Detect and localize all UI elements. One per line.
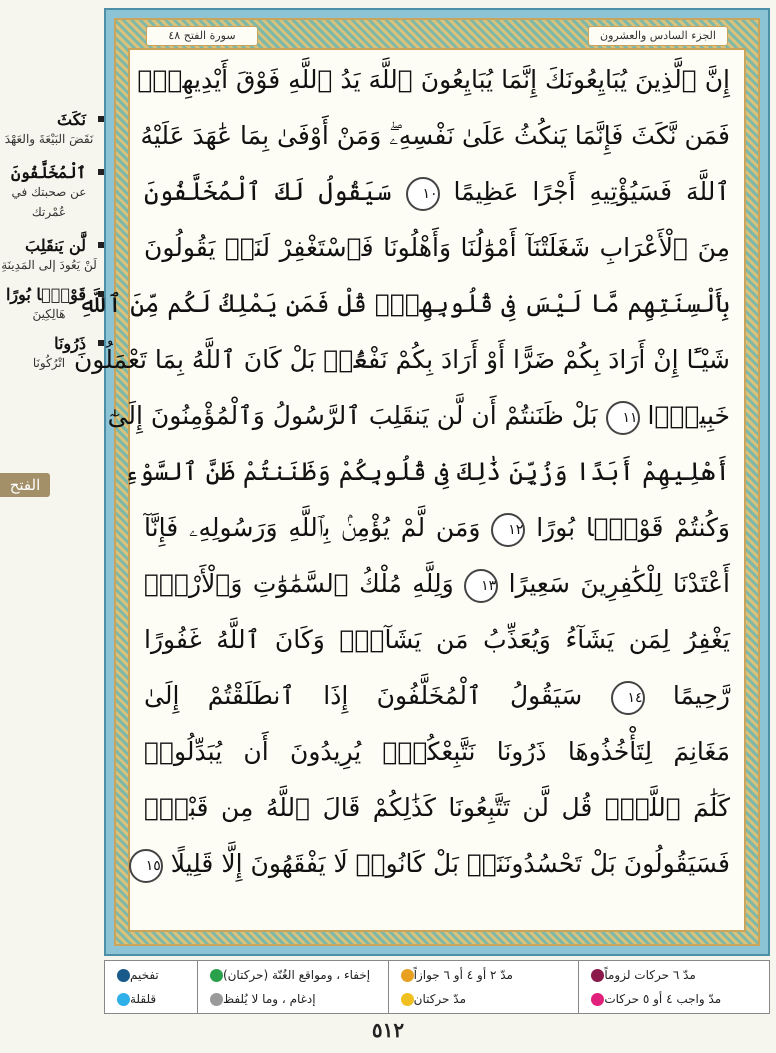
- ayah-line: خَبِيرًۢا ١١ بَلْ ظَنَنتُمْ أَن لَّن يَنقَلِبَ ٱلرَّسُولُ وَٱلْمُؤْمِنُونَ إِلَىٰٓ: [144, 390, 730, 442]
- legend-column: [388, 961, 579, 1013]
- legend-column: [197, 961, 388, 1013]
- gloss-meaning: لَنْ يَعُودَ إلى المَدِينَةِ: [1, 258, 97, 272]
- legend-row: [204, 963, 382, 987]
- color-dot-icon: [117, 993, 130, 1006]
- legend-label: مدّ ٦ حركات لزوماً: [604, 968, 696, 982]
- ayah-line: مِنَ ٱلْأَعْرَابِ شَغَلَتْنَآ أَمْوَٰلُنَا وَأَهْلُونَا فَٱسْتَغْفِرْ لَنَاۚ يَقُولُونَ: [144, 233, 730, 262]
- ayah-line: رَّحِيمًا ١٤ سَيَقُولُ ٱلْمُخَلَّفُونَ إِذَا ٱنطَلَقْتُمْ إِلَىٰ: [144, 670, 730, 722]
- color-dot-icon: [210, 993, 223, 1006]
- gloss-item: [0, 236, 104, 275]
- gloss-word: ذَرُونَا: [54, 334, 86, 353]
- ornamental-border: [73, 18, 760, 946]
- ayah-number-marker: ١١: [606, 401, 640, 435]
- ayah-line: مَغَانِمَ لِتَأْخُذُوهَا ذَرُونَا نَتَّبِعْكُمْۖ يُرِيدُونَ أَن يُبَدِّلُوا۟: [144, 737, 730, 766]
- ayah-number-marker: ١٢: [491, 513, 525, 547]
- gloss-meaning: هَالِكِينَ: [32, 307, 66, 321]
- legend-row: [395, 963, 573, 987]
- ayah-line: فَمَن نَّكَثَ فَإِنَّمَا يَنكُثُ عَلَىٰ نَفْسِهِۦۖ وَمَنْ أَوْفَىٰ بِمَا عَٰهَدَ عَلَيْهُ: [140, 121, 730, 150]
- legend-label: إخفاء ، ومواقع الغُنّة (حركتان): [222, 968, 371, 982]
- ayah-line: وَكُنتُمْ قَوْمًۢا بُورًا ١٢ وَمَن لَّمْ يُؤْمِنۢ بِٱللَّهِ وَرَسُولِهِۦ فَإِنَّآ: [144, 502, 730, 554]
- legend-row: [204, 987, 382, 1011]
- juz-header: الجزء السادس والعشرون: [588, 26, 728, 46]
- page-frame: [73, 8, 770, 956]
- legend-label: مدّ ٢ أو ٤ أو ٦ جوازاً: [413, 968, 513, 982]
- color-dot-icon: [401, 993, 414, 1006]
- page-number: ٥١٢: [371, 1018, 405, 1042]
- ayah-number-marker: ١٠: [406, 177, 440, 211]
- gloss-word: ٱلْمُخَلَّفُونَ: [11, 163, 86, 182]
- ayah-number-marker: ١٤: [611, 681, 645, 715]
- ayah-number-marker: ١٥: [129, 849, 163, 883]
- ayah-line: يَغْفِرُ لِمَن يَشَآءُ وَيُعَذِّبُ مَن يَشَآءُۚ وَكَانَ ٱللَّهُ غَفُورًا: [144, 625, 730, 654]
- ayah-line: كَلَٰمَ ٱللَّهِۚ قُل لَّن تَتَّبِعُونَا كَذَٰلِكُمْ قَالَ ٱللَّهُ مِن قَبْلُۖ: [144, 793, 730, 822]
- legend-label: تفخيم: [129, 968, 159, 982]
- gloss-word: نَكَثَ: [57, 110, 86, 129]
- ayah-number-marker: ١٣: [464, 569, 498, 603]
- ayah-line: ٱللَّهَ فَسَيُؤْتِيهِ أَجْرًا عَظِيمًا ١٠ سَيَقُولُ لَكَ ٱلْمُخَلَّفُونَ: [144, 166, 730, 218]
- legend-label: مدّ واجب ٤ أو ٥ حركات: [604, 992, 722, 1006]
- legend-row: [111, 963, 191, 987]
- color-dot-icon: [591, 969, 604, 982]
- surah-header: سورة الفتح ٤٨: [146, 26, 258, 46]
- quran-text-area: [73, 48, 746, 932]
- legend-row: [111, 987, 191, 1011]
- gloss-meaning: نَقَضَ البَيْعَةَ والعَهْدَ: [4, 132, 94, 146]
- tajweed-legend: [104, 960, 770, 1014]
- ayah-line: فَسَيَقُولُونَ بَلْ تَحْسُدُونَنَاۚ بَلْ كَانُوا۟ لَا يَفْقَهُونَ إِلَّا قَلِيلًا ١٥: [144, 838, 730, 890]
- legend-label: قلقلة: [129, 992, 157, 1006]
- legend-column: [105, 961, 197, 1013]
- legend-label: إدغام ، وما لا يُلفظ: [222, 992, 316, 1006]
- ayah-line: أَعْتَدْنَا لِلْكَٰفِرِينَ سَعِيرًا ١٣ وَلِلَّهِ مُلْكُ ٱلسَّمَٰوَٰتِ وَٱلْأَرْضِۚ: [144, 558, 730, 610]
- ayah-line: إِنَّ ٱلَّذِينَ يُبَايِعُونَكَ إِنَّمَا يُبَايِعُونَ ٱللَّهَ يَدُ ٱللَّهِ فَوْقَ أَيْدِيهِمْۚ: [137, 65, 730, 94]
- color-dot-icon: [117, 969, 130, 982]
- legend-label: مدّ حركتان: [413, 992, 467, 1006]
- color-dot-icon: [401, 969, 414, 982]
- legend-row: [585, 963, 763, 987]
- gloss-item: [0, 110, 104, 149]
- ayah-line: بِأَلْسِنَتِهِم مَّا لَيْسَ فِى قُلُوبِهِمْۚ قُلْ فَمَن يَمْلِكُ لَكُم مِّنَ ٱللَّهِ: [78, 289, 730, 318]
- color-dot-icon: [210, 969, 223, 982]
- ayah-line: شَيْـًٔا إِنْ أَرَادَ بِكُمْ ضَرًّا أَوْ أَرَادَ بِكُمْ نَفْعًۢاۚ بَلْ كَانَ ٱللَّهُ بِمَا تَعْمَلُونَ: [73, 345, 730, 374]
- gloss-item: [0, 163, 104, 222]
- ayah-line: أَهْلِيهِمْ أَبَدًا وَزُيِّنَ ذَٰلِكَ فِى قُلُوبِكُمْ وَظَنَنتُمْ ظَنَّ ٱلسَّوْءِ: [124, 457, 730, 486]
- gloss-word: قَوْمًۢا بُورًا: [5, 285, 86, 304]
- color-dot-icon: [591, 993, 604, 1006]
- legend-row: [395, 987, 573, 1011]
- legend-column: [578, 961, 769, 1013]
- gloss-meaning: عن صحبتك في عُمْرتك: [11, 185, 87, 219]
- gloss-meaning: اتْرُكُونَا: [32, 356, 66, 370]
- surah-tab[interactable]: الفتح: [0, 473, 50, 497]
- gloss-word: لَّن يَنقَلِبَ: [24, 236, 86, 255]
- legend-row: [585, 987, 763, 1011]
